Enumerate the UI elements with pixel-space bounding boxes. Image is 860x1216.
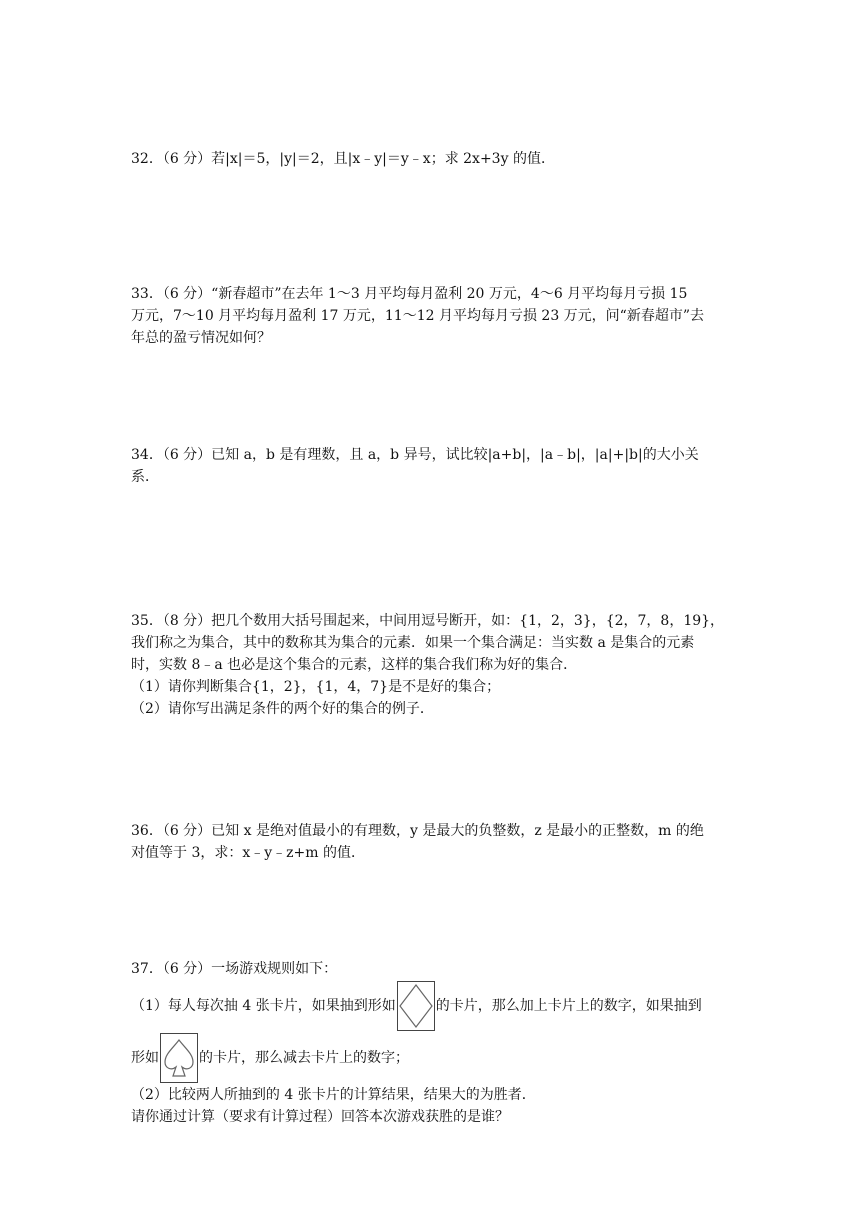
question-36-line-1: 36．（6 分）已知 x 是绝对值最小的有理数，y 是最大的负整数，z 是最小的正整数，m 的绝	[131, 823, 704, 839]
question-37-last-line: 请你通过计算（要求有计算过程）回答本次游戏获胜的是谁？	[131, 1109, 509, 1125]
question-37-sub-1-b: 的卡片，那么加上卡片上的数字，如果抽到	[435, 998, 702, 1014]
question-34-line-2: 系．	[131, 469, 159, 485]
question-37-sub-1-a: （1）每人每次抽 4 张卡片，如果抽到形如	[131, 998, 396, 1014]
question-36-line-2: 对值等于 3，求：x﹣y﹣z+m 的值．	[131, 845, 365, 861]
question-37-sub-2: （2）比较两人所抽到的 4 张卡片的计算结果，结果大的为胜者．	[131, 1087, 536, 1103]
question-34	[131, 444, 731, 488]
question-34-line-1: 34．（6 分）已知 a，b 是有理数，且 a，b 异号，试比较|a+b|，|a﹣b|，|a|+|b|的大小关	[131, 447, 699, 463]
question-32	[131, 148, 731, 170]
spade-card-icon	[160, 1033, 198, 1083]
question-32-text: 32．（6 分）若|x|＝5，|y|＝2，且|x﹣y|＝y﹣x；求 2x+3y 的值．	[131, 151, 555, 167]
question-37-line-1: 37．（6 分）一场游戏规则如下：	[131, 961, 338, 977]
question-33-line-2: 万元，7～10 月平均每月盈利 17 万元，11～12 月平均每月亏损 23 万元，问“新春超市”去	[131, 308, 704, 324]
question-36	[131, 820, 731, 864]
question-33-line-3: 年总的盈亏情况如何？	[131, 330, 271, 346]
question-37	[131, 958, 731, 1128]
diamond-card-icon	[397, 981, 435, 1031]
question-35-line-3: 时，实数 8﹣a 也必是这个集合的元素，这样的集合我们称为好的集合．	[131, 657, 578, 673]
question-33	[131, 283, 731, 349]
question-35-sub-1: （1）请你判断集合{1，2}，{1，4，7}是不是好的集合；	[131, 679, 501, 695]
question-37-sub-1-row-2	[131, 1032, 731, 1084]
question-37-sub-1-c: 形如	[131, 1050, 159, 1066]
question-37-sub-1-d: 的卡片，那么减去卡片上的数字；	[199, 1050, 409, 1066]
question-37-sub-1-row	[131, 980, 731, 1032]
question-35-sub-2: （2）请你写出满足条件的两个好的集合的例子．	[131, 701, 434, 717]
question-35-line-1: 35．（8 分）把几个数用大括号围起来，中间用逗号断开，如：{1，2，3}，{2，7，8，19}，	[131, 613, 725, 629]
question-35-line-2: 我们称之为集合，其中的数称其为集合的元素．如果一个集合满足：当实数 a 是集合的元素	[131, 635, 695, 651]
question-35	[131, 610, 731, 720]
question-33-line-1: 33．（6 分）“新春超市”在去年 1～3 月平均每月盈利 20 万元，4～6 月平均每月亏损 15	[131, 286, 688, 302]
